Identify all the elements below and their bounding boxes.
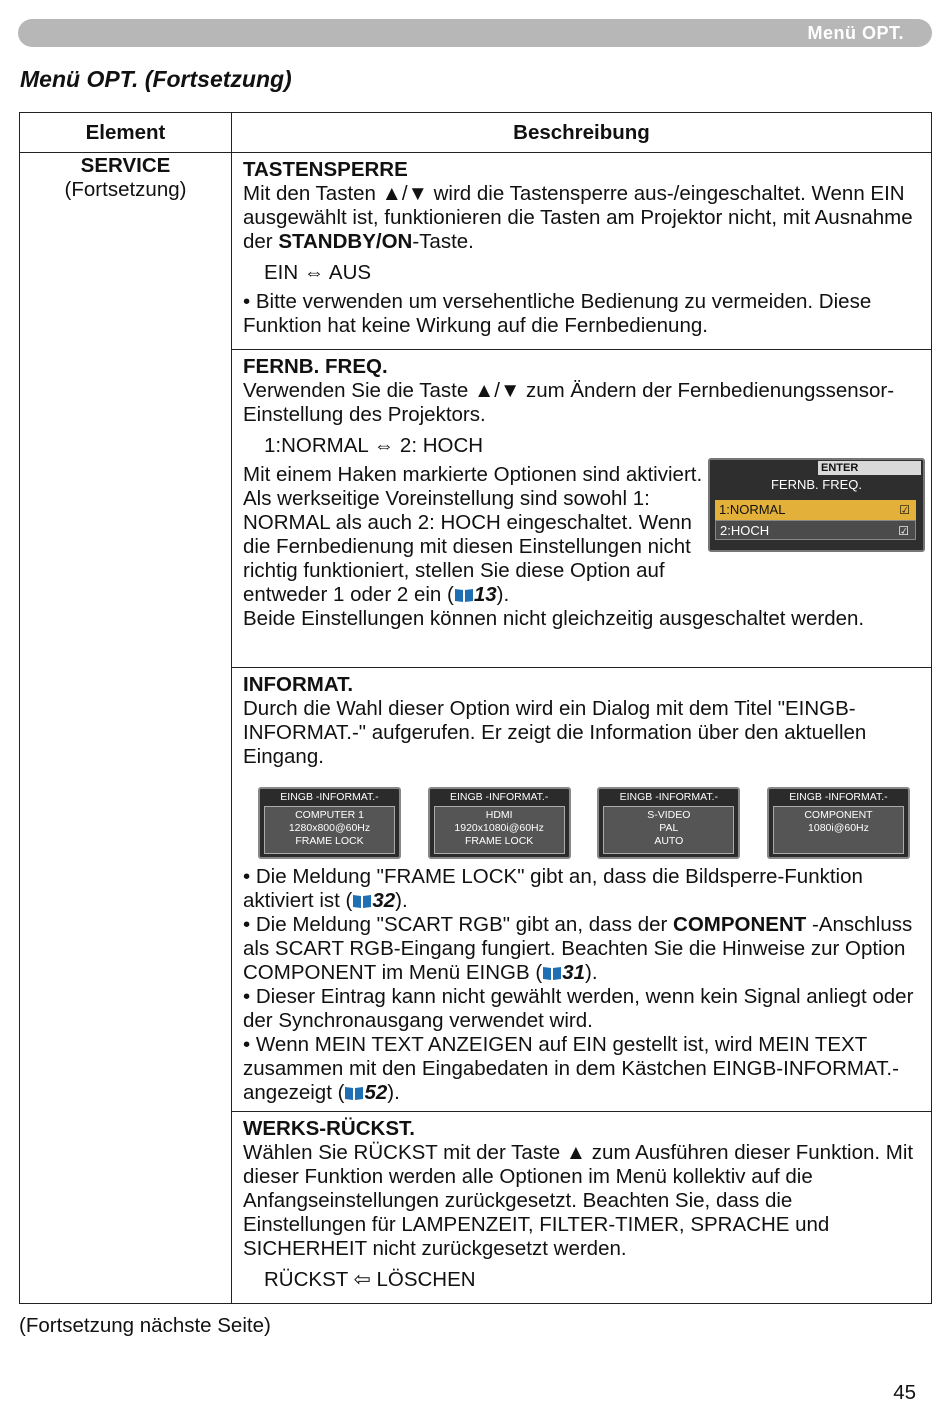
checkbox-icon: ☑ (899, 503, 910, 517)
book-icon (542, 965, 562, 981)
book-icon (344, 1085, 364, 1101)
informat-bullet-2: • Die Meldung "SCART RGB" gibt an, dass der COMPONENT -Anschluss als SCART RGB-Eingang fungiert. Beachten Sie die Hinweise zur Option COMPONENT im Menü EINGB ( 31). (243, 913, 913, 984)
informat-bullet-4: • Wenn MEIN TEXT ANZEIGEN auf EIN gestellt ist, wird MEIN TEXT zusammen mit den Eingabedaten in dem Kästchen EINGB-INFORMAT.- angezeigt ( 52). (243, 1033, 899, 1104)
osd-row-hoch: 2:HOCH ☑ (715, 520, 916, 540)
fernb-detail (243, 463, 921, 607)
info-box-hdmi: EINGB -INFORMAT.- HDMI 1920x1080i@60Hz FRAME LOCK (428, 787, 571, 859)
info-box-computer: EINGB -INFORMAT.- COMPUTER 1 1280x800@60Hz FRAME LOCK (258, 787, 401, 859)
info-box-component: EINGB -INFORMAT.- COMPONENT 1080i@60Hz (767, 787, 910, 859)
fernb-title: FERNB. FREQ. (243, 355, 388, 378)
werks-option: RÜCKST ⇦ LÖSCHEN (264, 1268, 476, 1291)
tastensperre-cell (232, 153, 932, 350)
tastensperre-title: TASTENSPERRE (243, 158, 408, 181)
checkbox-icon: ☑ (898, 524, 909, 538)
element-name: SERVICE (80, 154, 171, 177)
book-icon (352, 893, 372, 909)
header-bar (18, 19, 932, 47)
table-row (20, 153, 932, 350)
fernb-option: 1:NORMAL ⇔ 2: HOCH (264, 434, 484, 457)
informat-text: Durch die Wahl dieser Option wird ein Dialog mit dem Titel "EINGB-INFORMAT.-" aufgerufen. Er zeigt die Information über den aktuellen Eingang. (243, 697, 867, 768)
werks-cell (232, 1112, 932, 1304)
informat-cell (232, 668, 932, 1112)
werks-title: WERKS-RÜCKST. (243, 1117, 415, 1140)
table-header-row (20, 113, 932, 153)
fernb-note: Beide Einstellungen können nicht gleichzeitig ausgeschaltet werden. (243, 607, 865, 630)
fernb-cell (232, 350, 932, 668)
menu-table (19, 112, 932, 1304)
page-title: Menü OPT. (Fortsetzung) (20, 66, 292, 92)
page-number: 45 (893, 1381, 916, 1404)
header-element: Element (20, 113, 232, 153)
informat-examples (258, 787, 910, 859)
element-sub: (Fortsetzung) (64, 178, 187, 201)
info-box-svideo: EINGB -INFORMAT.- S-VIDEO PAL AUTO (597, 787, 740, 859)
footer-note: (Fortsetzung nächste Seite) (19, 1314, 271, 1337)
fernb-text: Verwenden Sie die Taste ▲/▼ zum Ändern der Fernbedienungssensor-Einstellung des Projektors. (243, 379, 895, 426)
tastensperre-note: • Bitte verwenden um versehentliche Bedienung zu vermeiden. Diese Funktion hat keine Wirkung auf die Fernbedienung. (243, 290, 872, 337)
header-description: Beschreibung (232, 113, 932, 153)
werks-text: Wählen Sie RÜCKST mit der Taste ▲ zum Ausführen dieser Funktion. Mit dieser Funktion werden alle Optionen im Menü kollektiv auf die Anfangseinstellungen zurückgesetzt. Beachten Sie, dass die Einstellungen für LAMPENZEIT, FILTER-TIMER, SPRACHE und SICHERHEIT nicht zurückgesetzt werden. (243, 1141, 914, 1260)
osd-enter-bar: ENTER (818, 461, 921, 475)
informat-bullet-1: • Die Meldung "FRAME LOCK" gibt an, dass die Bildsperre-Funktion aktiviert ist ( 32). (243, 865, 863, 912)
fernb-detail-text: Mit einem Haken markierte Optionen sind aktiviert. Als werkseitige Voreinstellung sind sowohl 1: NORMAL als auch 2: HOCH eingeschaltet. Wenn die Fernbedienung mit diesen Einstellungen nicht richtig funktioniert, stellen Sie diese Option auf entweder 1 oder 2 ein ( 13). (243, 463, 703, 606)
osd-row-normal: 1:NORMAL ☑ (715, 500, 916, 520)
informat-title: INFORMAT. (243, 673, 354, 696)
section-label: Menü OPT. (807, 23, 904, 43)
tastensperre-option: EIN ⇔ AUS (264, 261, 372, 284)
osd-title: FERNB. FREQ. (770, 477, 862, 492)
informat-bullet-3: • Dieser Eintrag kann nicht gewählt werden, wenn kein Signal anliegt oder der Synchronausgang verwendet wird. (243, 985, 914, 1032)
book-icon (454, 587, 474, 603)
element-cell (20, 153, 232, 1304)
fernb-osd-menu (708, 458, 925, 552)
tastensperre-text: Mit den Tasten ▲/▼ wird die Tastensperre aus-/eingeschaltet. Wenn EIN ausgewählt ist, funktionieren die Tasten am Projektor nicht, mit Ausnahme der STANDBY/ON-Taste. (243, 182, 913, 253)
